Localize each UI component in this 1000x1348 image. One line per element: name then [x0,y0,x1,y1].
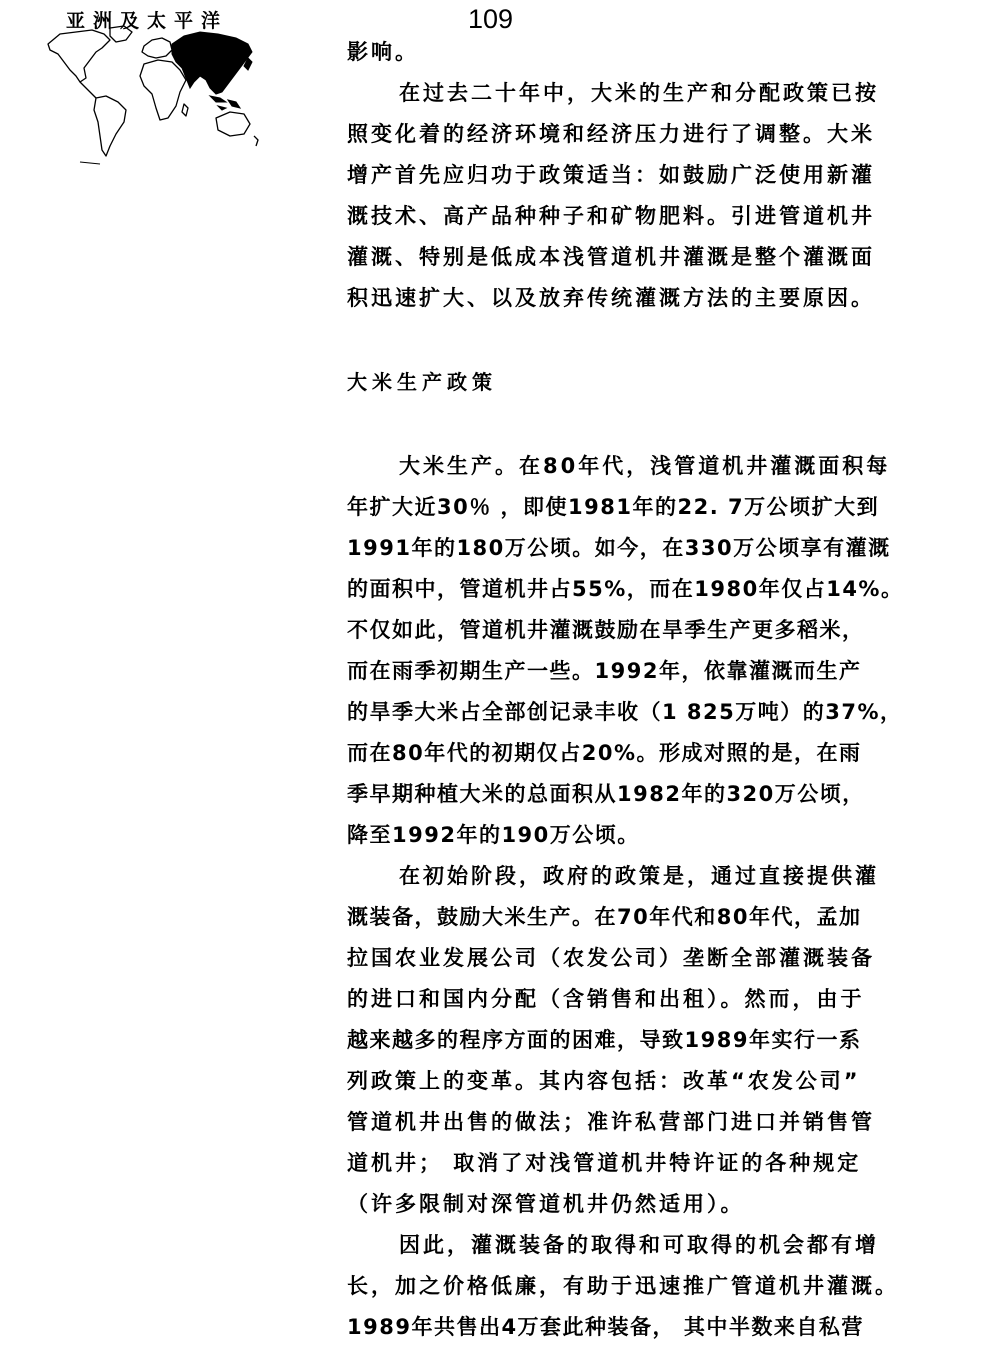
text-line: 1991年的180万公顷。如今，在330万公顷享有灌溉 [347,536,891,560]
region-label: 亚洲及太平洋 [66,10,229,32]
text-line: 溉技术、高产品种种子和矿物肥料。引进管道机井 [347,204,875,228]
text-line: 在过去二十年中，大米的生产和分配政策已按 [399,81,879,105]
section-heading: 大米生产政策 [347,370,497,394]
text-line: 列政策上的变革。其内容包括：改革“农发公司” [347,1069,861,1093]
text-line: 道机井； 取消了对浅管道机井特许证的各种规定 [347,1151,862,1175]
text-line: 越来越多的程序方面的困难，导致1989年实行一系 [347,1028,862,1052]
text-line: 而在80年代的初期仅占20%。形成对照的是，在雨 [347,741,862,765]
text-line: 季早期种植大米的总面积从1982年的320万公顷， [347,782,865,806]
text-line: 影响。 [347,40,419,64]
text-line: 而在雨季初期生产一些。1992年，依靠灌溉而生产 [347,659,862,683]
text-line: 照变化着的经济环境和经济压力进行了调整。大米 [347,122,875,146]
text-line: 溉装备，鼓励大米生产。在70年代和80年代，孟加 [347,905,862,929]
world-map-icon [40,22,260,170]
text-line: 的旱季大米占全部创记录丰收（1 825万吨）的37%， [347,700,903,724]
text-line: 积迅速扩大、以及放弃传统灌溉方法的主要原因。 [347,286,875,310]
text-line: 在初始阶段，政府的政策是，通过直接提供灌 [399,864,879,888]
text-line: 管道机井出售的做法；准许私营部门进口并销售管 [347,1110,875,1134]
text-line: 年扩大近30％ ，即使1981年的22. 7万公顷扩大到 [347,495,880,519]
text-line: 不仅如此，管道机井灌溉鼓励在旱季生产更多稻米， [347,618,865,642]
text-line: 拉国农业发展公司（农发公司）垄断全部灌溉装备 [347,946,875,970]
text-line: 的进口和国内分配（含销售和出租）。然而，由于 [347,987,865,1011]
text-line: 大米生产。在80年代，浅管道机井灌溉面积每 [399,454,891,478]
text-line: 1989年共售出4万套此种装备， 其中半数来自私营 [347,1315,864,1339]
text-line: 增产首先应归功于政策适当：如鼓励广泛使用新灌 [347,163,875,187]
text-line: 灌溉、特别是低成本浅管道机井灌溉是整个灌溉面 [347,245,875,269]
body-text [347,32,927,1348]
text-line: 长，加之价格低廉，有助于迅速推广管道机井灌溉。 [347,1274,899,1298]
text-line: 因此，灌溉装备的取得和可取得的机会都有增 [399,1233,879,1257]
text-line: （许多限制对深管道机井仍然适用）。 [347,1192,745,1216]
page-number: 109 [468,4,514,34]
text-line: 的面积中，管道机井占55%，而在1980年仅占14%。 [347,577,904,601]
text-line: 降至1992年的190万公顷。 [347,823,640,847]
